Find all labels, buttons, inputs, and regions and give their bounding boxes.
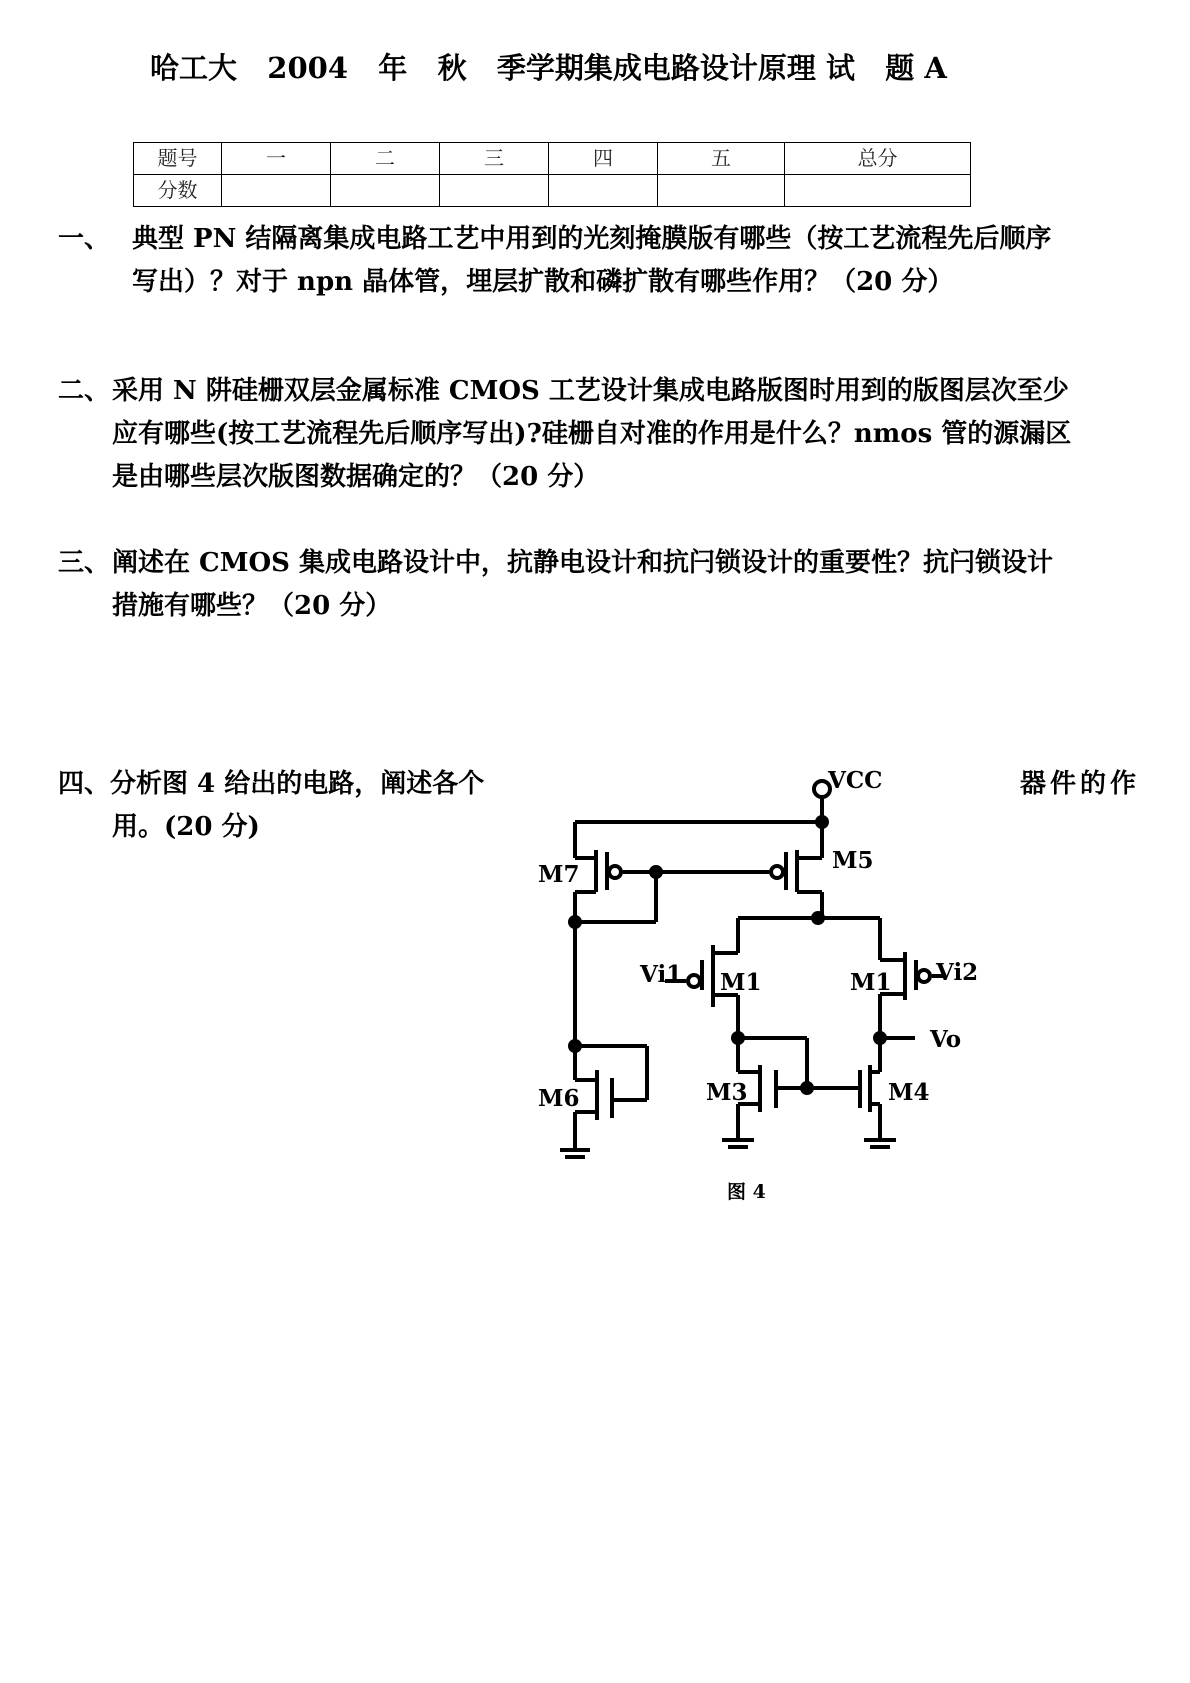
m7-gate-bubble bbox=[609, 866, 621, 878]
score-cell bbox=[440, 175, 549, 207]
score-cell bbox=[222, 175, 331, 207]
question-4-text-part2: 器件的作 bbox=[1020, 769, 1141, 799]
score-cell bbox=[549, 175, 658, 207]
question-number: 一、 bbox=[58, 224, 111, 254]
score-table bbox=[133, 142, 971, 207]
question-number: 二、 bbox=[58, 376, 111, 406]
question-4-text-part3: 用。(20 分) bbox=[112, 812, 260, 842]
score-cell bbox=[785, 175, 971, 207]
header-cell: 四 bbox=[549, 143, 658, 175]
header-cell: 总分 bbox=[785, 143, 971, 175]
m1-right-gate-bubble bbox=[918, 970, 930, 982]
row-label-cell: 分数 bbox=[134, 175, 222, 207]
vcc-label: VCC bbox=[828, 767, 883, 794]
question-1 bbox=[58, 218, 1138, 308]
vo-label: Vo bbox=[930, 1026, 962, 1053]
m1-left-label: M1 bbox=[720, 969, 762, 996]
question-3 bbox=[58, 542, 1138, 632]
score-cell bbox=[658, 175, 785, 207]
m5-gate-bubble bbox=[771, 866, 783, 878]
vi1-label: Vi1 bbox=[640, 961, 683, 988]
question-text: 典型 PN 结隔离集成电路工艺中用到的光刻掩膜版有哪些（按工艺流程先后顺序 写出）？对于 npn 晶体管，埋层扩散和磷扩散有哪些作用？（20 分） bbox=[132, 224, 1052, 297]
circuit-diagram bbox=[520, 767, 979, 1210]
question-number: 三、 bbox=[58, 548, 111, 578]
m3-label: M3 bbox=[706, 1079, 748, 1106]
m5-label: M5 bbox=[832, 847, 874, 874]
header-cell: 一 bbox=[222, 143, 331, 175]
header-cell: 二 bbox=[331, 143, 440, 175]
m6-label: M6 bbox=[538, 1085, 580, 1112]
figure-caption: 图 4 bbox=[727, 1181, 766, 1203]
score-table-header-row bbox=[134, 143, 971, 175]
question-text: 采用 N 阱硅栅双层金属标准 CMOS 工艺设计集成电路版图时用到的版图层次至少 应有哪些(按工艺流程先后顺序写出)?硅栅自对准的作用是什么？nmos 管的源漏区 是由哪些层次版图数据确定的？（20 分） bbox=[112, 376, 1072, 492]
m4-label: M4 bbox=[888, 1079, 930, 1106]
m1-right-label: M1 bbox=[850, 969, 892, 996]
score-cell bbox=[331, 175, 440, 207]
score-table-score-row bbox=[134, 175, 971, 207]
vi2-label: Vi2 bbox=[936, 959, 979, 986]
exam-title: 哈工大 2004 年 秋 季学期集成电路设计原理 试 题 A bbox=[150, 51, 947, 85]
question-text: 阐述在 CMOS 集成电路设计中，抗静电设计和抗闩锁设计的重要性？抗闩锁设计 措施有哪些？（20 分） bbox=[112, 548, 1054, 621]
question-4-text-part1: 四、分析图 4 给出的电路，阐述各个 bbox=[58, 769, 485, 799]
header-cell: 题号 bbox=[134, 143, 222, 175]
m7-label: M7 bbox=[538, 861, 580, 888]
question-2 bbox=[58, 370, 1138, 500]
header-cell: 五 bbox=[658, 143, 785, 175]
header-cell: 三 bbox=[440, 143, 549, 175]
m1-left-gate-bubble bbox=[688, 975, 700, 987]
